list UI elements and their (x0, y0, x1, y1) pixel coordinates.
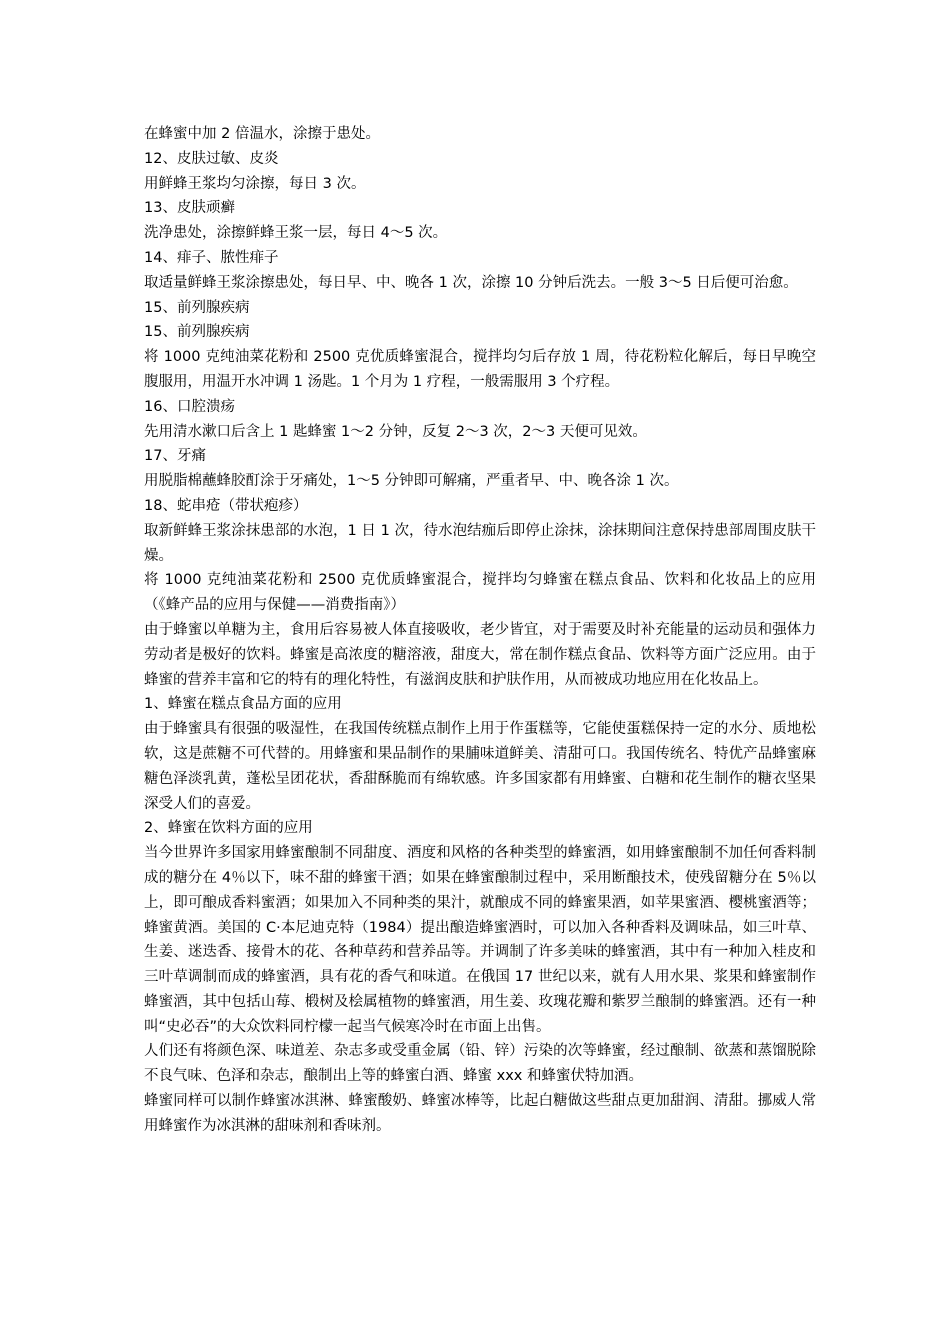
body-text: 取适量鲜蜂王浆涂擦患处，每日早、中、晚各 1 次，涂擦 10 分钟后洗去。一般 3～5 日后便可治愈。 (144, 274, 798, 291)
section-heading: 1、蜂蜜在糕点食品方面的应用 (144, 696, 342, 713)
body-text: 由于蜂蜜以单糖为主，食用后容易被人体直接吸收，老少皆宜，对于需要及时补充能量的运动员和强体力劳动者是极好的饮料。蜂蜜是高浓度的糖溶液，甜度大，常在制作糕点食品、饮料等方面广泛应用。由于蜂蜜的营养丰富和它的特有的理化特性，有滋润皮肤和护肤作用，从而被成功地应用在化妆品上。 (144, 621, 816, 688)
body-text: 人们还有将颜色深、味道差、杂志多或受重金属（铅、锌）污染的次等蜂蜜，经过酿制、欲蒸和蒸馏脱除不良气味、色泽和杂志，酿制出上等的蜂蜜白酒、蜂蜜 xxx 和蜂蜜伏特加酒。 (144, 1043, 816, 1085)
body-text: 将 1000 克纯油菜花粉和 2500 克优质蜂蜜混合，搅拌均匀后存放 1 周，待花粉粒化解后，每日早晚空腹服用，用温开水冲调 1 汤匙。1 个月为 1 疗程，一般需服用 3 个疗程。 (144, 349, 816, 390)
document-body (144, 122, 816, 1139)
section-heading: 17、牙痛 (144, 448, 206, 465)
body-text: 由于蜂蜜具有很强的吸湿性，在我国传统糕点制作上用于作蛋糕等，它能使蛋糕保持一定的水分、质地松软，这是蔗糖不可代替的。用蜂蜜和果品制作的果脯味道鲜美、清甜可口。我国传统名、特优产品蜂蜜麻糖色泽淡乳黄，蓬松呈团花状，香甜酥脆而有绵软感。许多国家都有用蜂蜜、白糖和花生制作的糖衣坚果深受人们的喜爱。 (144, 721, 816, 812)
body-text: 将 1000 克纯油菜花粉和 2500 克优质蜂蜜混合，搅拌均匀蜂蜜在糕点食品、饮料和化妆品上的应用（《蜂产品的应用与保健——消费指南》） (144, 572, 816, 614)
body-text: 蜂蜜同样可以制作蜂蜜冰淇淋、蜂蜜酸奶、蜂蜜冰棒等，比起白糖做这些甜点更加甜润、清甜。挪威人常用蜂蜜作为冰淇淋的甜味剂和香味剂。 (144, 1093, 816, 1134)
body-text: 取新鲜蜂王浆涂抹患部的水泡，1 日 1 次，待水泡结痂后即停止涂抹，涂抹期间注意保持患部周围皮肤干燥。 (144, 522, 816, 564)
body-text: 当今世界许多国家用蜂蜜酿制不同甜度、酒度和风格的各种类型的蜂蜜酒，如用蜂蜜酿制不加任何香料制成的糖分在 4％以下，味不甜的蜂蜜干酒；如果在蜂蜜酿制过程中，采用断酿技术，使残留糖分在 5％以上，即可酿成香料蜜酒；如果加入不同种类的果汁，就酿成不同的蜂蜜果酒，如苹果蜜酒、樱桃蜜酒等；蜂蜜黄酒。美国的 C·本尼迪克特（1984）提出酿造蜂蜜酒时，可以加入各种香料及调味品，如三叶草、生姜、迷迭香、接骨木的花、各种草药和营养品等。并调制了许多美味的蜂蜜酒，其中有一种加入桂皮和三叶草调制而成的蜂蜜酒，具有花的香气和味道。在俄国 17 世纪以来，就有人用水果、浆果和蜂蜜制作蜂蜜酒，其中包括山莓、椴树及桧属植物的蜂蜜酒，用生姜、玫瑰花瓣和紫罗兰酿制的蜂蜜酒。还有一种叫“史必吞”的大众饮料同柠檬一起当气候寒冷时在市面上出售。 (144, 845, 816, 1035)
section-heading: 12、皮肤过敏、皮炎 (144, 150, 279, 167)
body-text: 用鲜蜂王浆均匀涂擦，每日 3 次。 (144, 175, 366, 192)
section-heading: 16、口腔溃疡 (144, 398, 235, 415)
section-heading: 13、皮肤顽癣 (144, 200, 235, 217)
body-text: 用脱脂棉蘸蜂胶酊涂于牙痛处，1～5 分钟即可解痛，严重者早、中、晚各涂 1 次。 (144, 473, 679, 490)
section-heading: 15、前列腺疾病 (144, 299, 250, 316)
body-text: 先用清水漱口后含上 1 匙蜂蜜 1～2 分钟，反复 2～3 次，2～3 天便可见效。 (144, 423, 647, 440)
body-text: 在蜂蜜中加 2 倍温水，涂擦于患处。 (144, 126, 380, 142)
body-text: 洗净患处，涂擦鲜蜂王浆一层，每日 4～5 次。 (144, 225, 448, 242)
section-heading: 18、蛇串疮（带状疱疹） (144, 497, 308, 514)
section-heading: 14、痱子、脓性痱子 (144, 249, 279, 266)
section-heading: 15、前列腺疾病 (144, 324, 250, 341)
section-heading: 2、蜂蜜在饮料方面的应用 (144, 820, 313, 837)
